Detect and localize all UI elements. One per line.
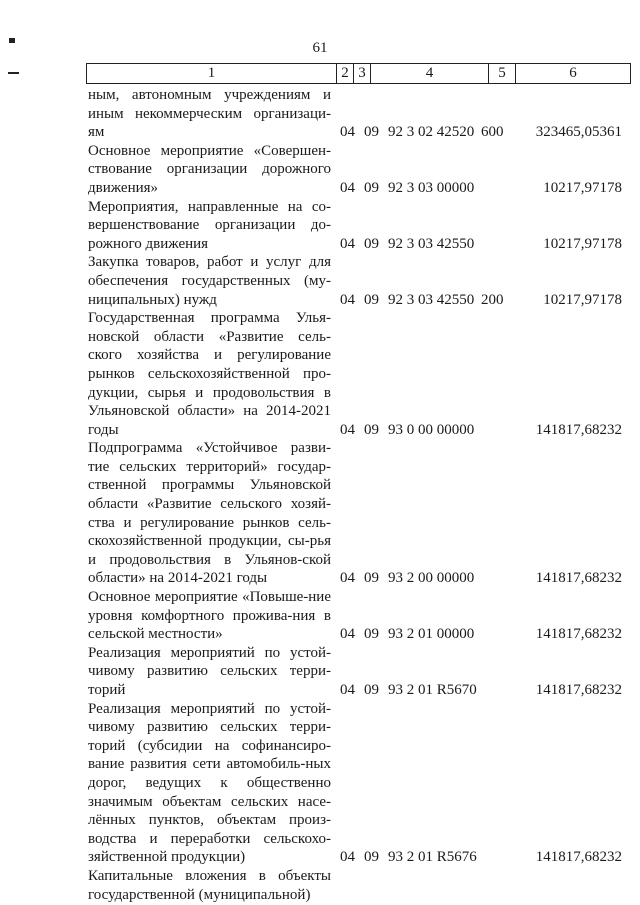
row-amount: 141817,68232 [535, 570, 622, 587]
row-target-code: 93 2 01 R5670 [388, 682, 477, 698]
row-amount: 10217,97178 [543, 291, 622, 308]
row-description: Подпрограмма «Устойчивое разви-тие сельских территорий» государ-ственной программы Ульяновской области «Развитие сельского хозяй-ства и регулирование рынков сель-скохозяйственной продукции, сы-рья и продовольствия в Ульянов-ской области» на 2014-2021 годы [88, 440, 331, 587]
row-amount: 141817,68232 [535, 849, 622, 866]
table-row [0, 142, 640, 198]
row-subsection: 09 [364, 235, 379, 252]
row-target-code: 92 3 03 42550 [388, 291, 475, 308]
row-description: Основное мероприятие «Повыше-ние уровня комфортного прожива-ния в сельской местности» [88, 589, 331, 643]
row-amount: 323465,05361 [535, 124, 622, 141]
row-description: Основное мероприятие «Совершен-ствование организации дорожного движения» [88, 142, 331, 196]
header-col-4: 4 [371, 64, 489, 83]
scan-mark-left [8, 72, 19, 74]
row-target-code: 93 0 00 00000 [388, 421, 475, 438]
table-row [0, 253, 640, 309]
page-number: 61 [312, 40, 328, 56]
budget-table-body [0, 86, 640, 904]
row-subsection: 09 [364, 570, 379, 587]
row-expense-type: 600 [481, 124, 504, 141]
row-section: 04 [340, 570, 355, 587]
row-subsection: 09 [364, 291, 379, 308]
table-row [0, 644, 640, 700]
header-col-5: 5 [489, 64, 516, 83]
row-description: Капитальные вложения в объекты государственной (муниципальной) [88, 867, 331, 903]
row-amount: 10217,97178 [543, 179, 622, 196]
row-expense-type: 200 [481, 291, 504, 308]
table-row [0, 439, 640, 588]
row-amount: 141817,68232 [535, 421, 622, 438]
row-section: 04 [340, 682, 355, 698]
table-row [0, 700, 640, 867]
table-row [0, 867, 640, 904]
row-target-code: 93 2 01 R5676 [388, 849, 477, 866]
row-subsection: 09 [364, 421, 379, 438]
table-header [86, 63, 631, 84]
row-description: Мероприятия, направленные на со-вершенствование организации до-рожного движения [88, 198, 331, 252]
header-col-1: 1 [87, 64, 337, 83]
row-section: 04 [340, 849, 355, 866]
row-description: Закупка товаров, работ и услуг для обеспечения государственных (му-ниципальных) нужд [88, 254, 331, 308]
header-col-3: 3 [354, 64, 371, 83]
table-row [0, 588, 640, 644]
row-description: Государственная программа Улья-новской области «Развитие сель-ского хозяйства и регулирование рынков сельскохозяйственной про-дукции, сырья и продовольствия в Ульяновской области» на 2014-2021 годы [88, 310, 331, 438]
row-description: Реализация мероприятий по устой-чивому развитию сельских терри-торий (субсидии на софинансиро-вание развития сети автомобиль-ных дорог, ведущих к общественно значимым объектам сельских насе-лённых пунктов, объектам произ-водства и переработки сельскохо-зяйственной продукции) [88, 700, 331, 866]
row-target-code: 93 2 01 00000 [388, 626, 475, 643]
header-col-2: 2 [337, 64, 354, 83]
row-subsection: 09 [364, 682, 379, 698]
row-target-code: 92 3 03 00000 [388, 179, 475, 196]
row-amount: 141817,68232 [535, 682, 622, 698]
row-section: 04 [340, 421, 355, 438]
row-section: 04 [340, 235, 355, 252]
row-target-code: 93 2 00 00000 [388, 570, 475, 587]
row-subsection: 09 [364, 626, 379, 643]
row-description: Реализация мероприятий по устой-чивому развитию сельских терри-торий [88, 644, 331, 698]
row-subsection: 09 [364, 124, 379, 141]
row-subsection: 09 [364, 849, 379, 866]
row-section: 04 [340, 626, 355, 643]
row-amount: 10217,97178 [543, 235, 622, 252]
table-row [0, 86, 640, 142]
table-row [0, 198, 640, 254]
row-section: 04 [340, 124, 355, 141]
row-subsection: 09 [364, 179, 379, 196]
row-target-code: 92 3 03 42550 [388, 235, 475, 252]
row-section: 04 [340, 179, 355, 196]
row-target-code: 92 3 02 42520 [388, 124, 475, 141]
row-description: ным, автономным учреждениям и иным некоммерческим организаци-ям [88, 87, 331, 141]
row-amount: 141817,68232 [535, 626, 622, 643]
table-row [0, 309, 640, 439]
header-col-6: 6 [569, 65, 577, 81]
row-section: 04 [340, 291, 355, 308]
